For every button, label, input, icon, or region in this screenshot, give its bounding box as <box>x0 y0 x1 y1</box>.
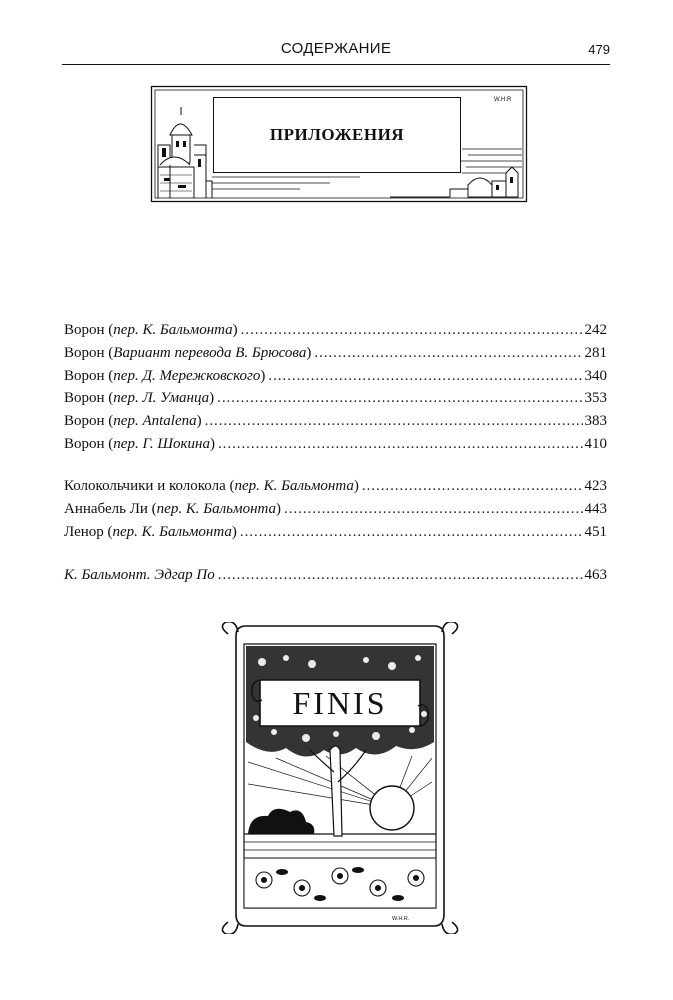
dot-leader <box>218 564 583 587</box>
toc-entry[interactable] <box>64 410 607 433</box>
toc-entry-page: 340 <box>584 367 607 384</box>
toc-entry-title: Ворон (пер. Г. Шокина) <box>64 435 215 452</box>
toc-entry[interactable] <box>64 475 607 498</box>
toc-entry-title: Аннабель Ли (пер. К. Бальмонта) <box>64 500 282 517</box>
toc-entry-page: 281 <box>584 344 607 361</box>
section-title: ПРИЛОЖЕНИЯ <box>269 125 405 144</box>
dot-leader <box>218 433 583 456</box>
toc-entry-page: 410 <box>584 435 607 452</box>
finis-vignette-illustration <box>216 622 464 934</box>
toc-group-raven <box>64 319 607 456</box>
toc-entry-page: 463 <box>584 567 607 583</box>
toc-group-poems <box>64 475 607 543</box>
toc-entry[interactable] <box>64 387 607 410</box>
dot-leader <box>241 319 583 342</box>
toc-entry-page: 423 <box>584 478 607 494</box>
dot-leader <box>205 410 583 433</box>
toc-entry[interactable] <box>64 342 607 365</box>
dot-leader <box>284 498 582 521</box>
toc-entry[interactable] <box>64 498 607 521</box>
toc-entry-page: 383 <box>584 413 607 430</box>
toc-group-essay <box>64 564 607 587</box>
toc-entry-page: 242 <box>584 322 607 338</box>
finis-monogram: W.H.R. <box>392 916 410 922</box>
toc-entry-page: 353 <box>584 390 607 407</box>
header-monogram: W.H.R <box>494 97 512 103</box>
toc-entry[interactable] <box>64 521 607 544</box>
running-head <box>62 38 610 65</box>
toc-entry[interactable] <box>64 365 607 388</box>
toc-entry-title: Ленор (пер. К. Бальмонта) <box>64 523 237 540</box>
running-title: СОДЕРЖАНИЕ <box>280 40 392 57</box>
toc-entry-title: Ворон (Вариант перевода В. Брюсова) <box>64 344 312 361</box>
toc-entry[interactable] <box>64 564 607 587</box>
dot-leader <box>268 365 582 388</box>
finis-label: FINIS <box>292 685 388 721</box>
dot-leader <box>314 342 582 365</box>
page-number: 479 <box>588 42 610 57</box>
toc-entry-page: 451 <box>584 523 607 540</box>
toc-entry-title: Ворон (пер. Antalena) <box>64 413 202 430</box>
toc-entry-title: К. Бальмонт. Эдгар По <box>64 567 215 583</box>
toc-entry-title: Ворон (пер. Д. Мережковского) <box>64 367 266 384</box>
toc-entry-title: Ворон (пер. Л. Уманца) <box>64 390 215 407</box>
toc-entry-title: Ворон (пер. К. Бальмонта) <box>64 322 238 338</box>
toc-entry[interactable] <box>64 433 607 456</box>
dot-leader <box>362 475 583 498</box>
dot-leader <box>217 387 582 410</box>
section-title-panel <box>213 97 461 173</box>
toc-entry-page: 443 <box>584 500 607 517</box>
toc-entry[interactable] <box>64 319 607 342</box>
toc-entry-title: Колокольчики и колокола (пер. К. Бальмонта) <box>64 478 359 494</box>
dot-leader <box>240 521 583 544</box>
